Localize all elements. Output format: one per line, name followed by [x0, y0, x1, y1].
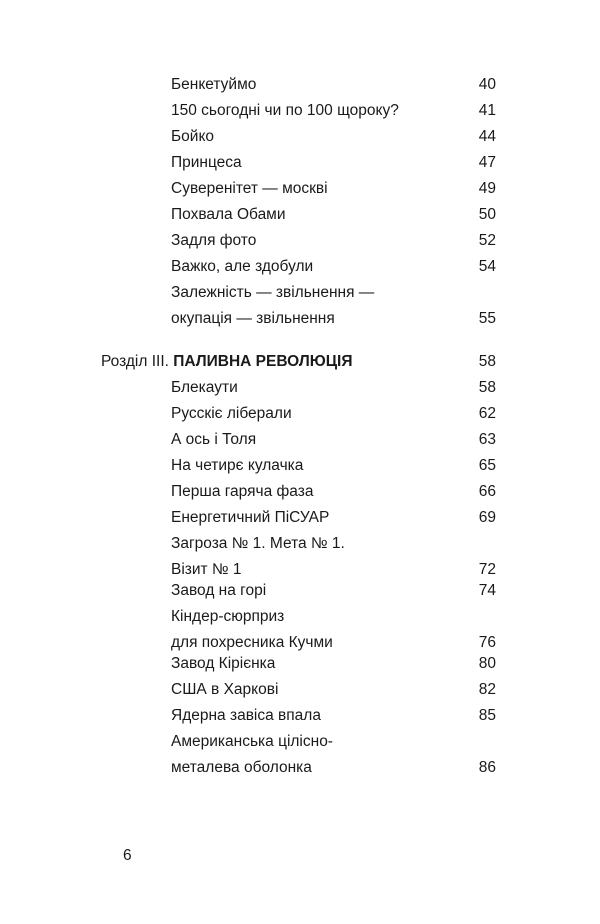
toc-entry-title: Енергетичний ПіСУАР: [171, 509, 330, 526]
page-number: 6: [123, 847, 132, 864]
toc-entry-page: 80: [478, 655, 496, 672]
toc-entry: [171, 176, 496, 202]
toc-entry: [171, 375, 496, 401]
toc-entry-title: Ядерна завіса впала: [171, 707, 321, 724]
toc-entry: [171, 124, 496, 150]
toc-entry: [171, 578, 496, 604]
toc-entry-page: 58: [478, 379, 496, 396]
toc-entry-title: Блекаути: [171, 379, 238, 396]
toc-entry-page: 86: [478, 759, 496, 776]
toc-entry-title: Задля фото: [171, 232, 257, 249]
toc-entry: [171, 604, 496, 656]
toc-entry-page: 40: [478, 76, 496, 93]
toc-entry: [171, 729, 496, 781]
toc-entry-page: 44: [478, 128, 496, 145]
toc-entry-title: Бойко: [171, 128, 215, 145]
toc-entry-page: 66: [478, 483, 496, 500]
toc-entry-title: США в Харкові: [171, 681, 279, 698]
toc-entry-page: 54: [478, 258, 496, 275]
toc-entry: [171, 677, 496, 703]
toc-entry-title: Похвала Обами: [171, 206, 286, 223]
toc-entry: [171, 98, 496, 124]
toc-entry-title: Принцеса: [171, 154, 242, 171]
toc-entry: [171, 150, 496, 176]
toc-entry-page: 76: [478, 634, 496, 651]
toc-entry: [171, 202, 496, 228]
toc-entry: [171, 280, 496, 332]
toc-entry: [171, 531, 496, 583]
toc-entry-page: 41: [478, 102, 496, 119]
toc-entry-title: Завод на горі: [171, 582, 267, 599]
toc-entry-title-line1: Залежність — звільнення —: [171, 284, 375, 301]
toc-entry-page: 55: [478, 310, 496, 327]
toc-entry-title: 150 сьогодні чи по 100 щороку?: [171, 102, 399, 119]
toc-entry: [171, 651, 496, 677]
toc-entry: [171, 505, 496, 531]
toc-entry-page: 47: [478, 154, 496, 171]
toc-entry-title-line2: для похресника Кучми: [171, 634, 333, 651]
toc-entry: [171, 427, 496, 453]
toc-entry-title-line2: Візит № 1: [171, 561, 242, 578]
toc-entry: [171, 72, 496, 98]
toc-entry-page: 63: [478, 431, 496, 448]
toc-entry-title: Русскіє ліберали: [171, 405, 292, 422]
toc-entry: [171, 703, 496, 729]
toc-entry: [171, 228, 496, 254]
chapter-page: 58: [478, 353, 496, 370]
toc-entry-page: 65: [478, 457, 496, 474]
toc-entry-page: 82: [478, 681, 496, 698]
toc-entry-page: 50: [478, 206, 496, 223]
toc-entry: [171, 401, 496, 427]
chapter-prefix: Розділ III.: [101, 353, 169, 370]
toc-entry-title: Перша гаряча фаза: [171, 483, 314, 500]
toc-entry-page: 52: [478, 232, 496, 249]
toc-entry-title: Важко, але здобули: [171, 258, 314, 275]
toc-entry-page: 49: [478, 180, 496, 197]
toc-entry-title-line1: Кіндер-сюрприз: [171, 608, 285, 625]
toc-entry-title-line2: окупація — звільнення: [171, 310, 335, 327]
toc-chapter-heading: [101, 349, 496, 375]
toc-entry-title-line1: Загроза № 1. Мета № 1.: [171, 535, 345, 552]
toc-entry-title: Суверенітет — москві: [171, 180, 328, 197]
toc-entry: [171, 254, 496, 280]
toc-entry-title: А ось і Толя: [171, 431, 257, 448]
toc-entry-page: 69: [478, 509, 496, 526]
toc-entry: [171, 453, 496, 479]
toc-entry-title: Бенкетуймо: [171, 76, 257, 93]
toc-entry-page: 72: [478, 561, 496, 578]
toc-entry-page: 85: [478, 707, 496, 724]
toc-entry-title: Завод Кірієнка: [171, 655, 276, 672]
toc-entry-title: На чет​ирє кулачка: [171, 457, 304, 474]
toc-entry-page: 62: [478, 405, 496, 422]
toc-entry-title-line2: металева оболонка: [171, 759, 312, 776]
toc-entry-page: 74: [478, 582, 496, 599]
chapter-name: ПАЛИВНА РЕВОЛЮЦІЯ: [173, 353, 353, 370]
toc-entry: [171, 479, 496, 505]
toc-entry-title-line1: Американська цілісно-: [171, 733, 333, 750]
